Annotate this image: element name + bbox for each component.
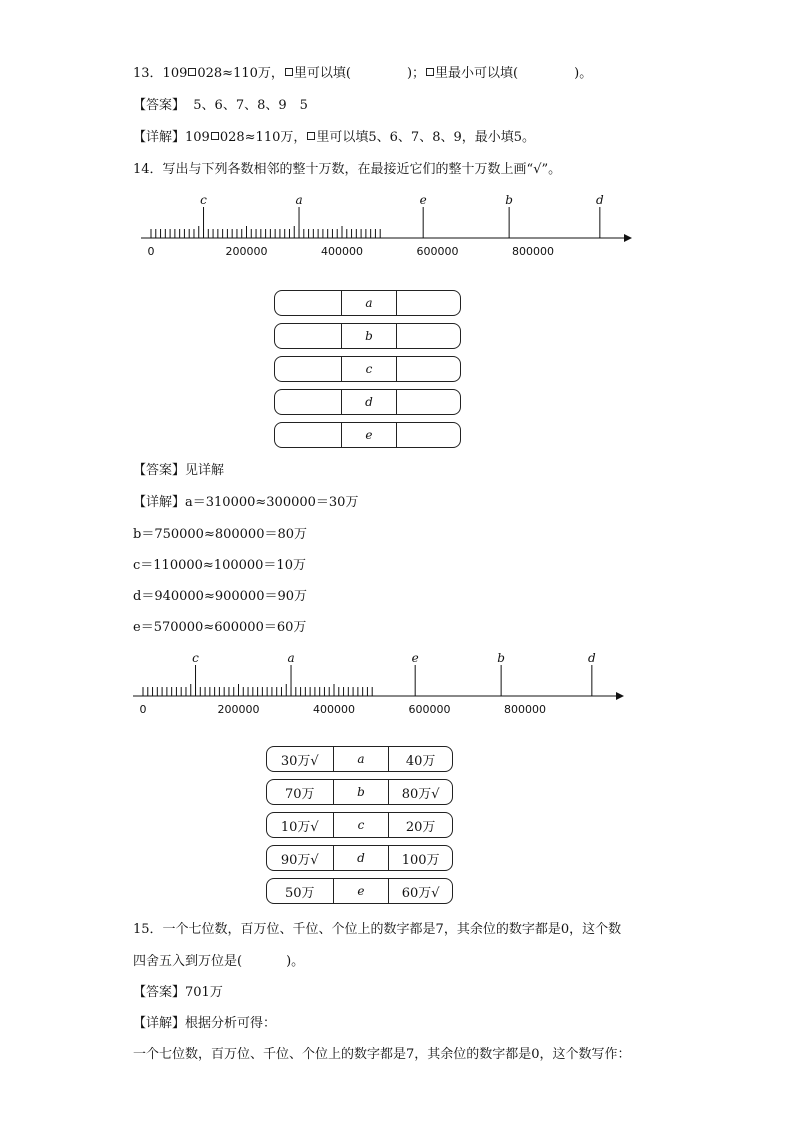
q14-detail-2: c＝110000≈100000＝10万 bbox=[133, 558, 306, 573]
row-cell-mid: a bbox=[333, 747, 390, 771]
row-cell-right bbox=[397, 390, 460, 414]
axis-tick-label: 0 bbox=[139, 703, 147, 716]
row-cell-right bbox=[397, 423, 460, 447]
q14-detail-3: d＝940000≈900000＝90万 bbox=[133, 589, 308, 604]
number-line-answer bbox=[0, 646, 794, 726]
blank-square bbox=[285, 68, 293, 76]
row-cell-mid: d bbox=[341, 390, 398, 414]
point-label-a: a bbox=[295, 193, 303, 207]
number-line-question bbox=[0, 188, 794, 268]
row-cell-mid: c bbox=[341, 357, 398, 381]
answer-row-d bbox=[266, 845, 453, 871]
q14-detail-4: e＝570000≈600000＝60万 bbox=[133, 620, 307, 635]
row-cell-right: 80万√ bbox=[401, 786, 440, 802]
axis-tick-label: 200000 bbox=[217, 703, 260, 716]
row-cell-right: 20万 bbox=[405, 819, 436, 835]
row-cell-mid: a bbox=[341, 291, 398, 315]
q15-stem-line2: 四舍五入到万位是( )。 bbox=[133, 954, 305, 969]
row-cell-left: 50万 bbox=[285, 885, 315, 901]
row-cell-right bbox=[397, 324, 460, 348]
row-cell-mid: d bbox=[333, 846, 390, 870]
q15-last-line: 一个七位数，百万位、千位、个位上的数字都是7，其余位的数字都是0，这个数写作： bbox=[133, 1047, 631, 1062]
q14-stem: 14．写出与下列各数相邻的整十万数，在最接近它们的整十万数上画“√”。 bbox=[133, 162, 562, 177]
point-label-e: e bbox=[419, 193, 427, 207]
point-label-b: b bbox=[505, 193, 513, 207]
axis-tick-label: 400000 bbox=[321, 245, 363, 258]
axis-tick-label: 600000 bbox=[416, 245, 459, 258]
row-cell-right: 100万 bbox=[401, 852, 440, 868]
q13-stem: 13．109 028≈110万， 里可以填( )； 里最小可以填( )。 bbox=[133, 66, 593, 81]
point-label-c: c bbox=[200, 193, 207, 207]
point-label-a: a bbox=[287, 651, 295, 665]
answer-row-c bbox=[266, 812, 453, 838]
row-cell-left bbox=[275, 291, 341, 315]
row-cell-left bbox=[275, 423, 341, 447]
axis-arrow bbox=[616, 692, 624, 700]
q15-stem-line1: 15．一个七位数，百万位、千位、个位上的数字都是7，其余位的数字都是0，这个数 bbox=[133, 922, 622, 937]
axis-tick-label: 200000 bbox=[225, 245, 268, 258]
answer-row-a bbox=[274, 290, 461, 316]
q14-detail-0: 【详解】a＝310000≈300000＝30万 bbox=[133, 495, 359, 510]
answer-row-e bbox=[274, 422, 461, 448]
answer-row-e bbox=[266, 878, 453, 904]
row-cell-left bbox=[275, 357, 341, 381]
q13-answer: 【答案】 5、6、7、8、9 5 bbox=[133, 98, 308, 113]
blank-square bbox=[188, 68, 196, 76]
point-label-b: b bbox=[497, 651, 505, 665]
q14-detail-1: b＝750000≈800000＝80万 bbox=[133, 527, 308, 542]
axis-tick-label: 800000 bbox=[504, 703, 546, 716]
row-cell-right: 60万√ bbox=[401, 885, 440, 901]
row-cell-left: 70万 bbox=[285, 786, 315, 802]
row-cell-right bbox=[397, 291, 460, 315]
q14-answer: 【答案】见详解 bbox=[133, 463, 225, 478]
answer-row-a bbox=[266, 746, 453, 772]
q15-detail: 【详解】根据分析可得： bbox=[133, 1016, 277, 1031]
row-cell-mid: e bbox=[341, 423, 398, 447]
row-cell-mid: e bbox=[333, 879, 390, 903]
answer-row-b bbox=[266, 779, 453, 805]
row-cell-left bbox=[275, 324, 341, 348]
answer-row-c bbox=[274, 356, 461, 382]
row-cell-left: 30万√ bbox=[280, 753, 319, 769]
answer-row-d bbox=[274, 389, 461, 415]
row-cell-left: 90万√ bbox=[280, 852, 319, 868]
row-cell-mid: b bbox=[341, 324, 398, 348]
row-cell-left: 10万√ bbox=[280, 819, 319, 835]
row-cell-mid: c bbox=[333, 813, 390, 837]
blank-square bbox=[211, 132, 219, 140]
row-cell-left bbox=[275, 390, 341, 414]
point-label-d: d bbox=[588, 651, 596, 665]
row-cell-mid: b bbox=[333, 780, 390, 804]
blank-square bbox=[426, 68, 434, 76]
point-label-c: c bbox=[192, 651, 199, 665]
axis-tick-label: 400000 bbox=[313, 703, 355, 716]
blank-square bbox=[307, 132, 315, 140]
axis-tick-label: 800000 bbox=[512, 245, 554, 258]
axis-tick-label: 600000 bbox=[408, 703, 451, 716]
q15-answer: 【答案】701万 bbox=[133, 985, 223, 1000]
axis-tick-label: 0 bbox=[147, 245, 155, 258]
axis-arrow bbox=[624, 234, 632, 242]
row-cell-right: 40万 bbox=[405, 753, 436, 769]
answer-row-b bbox=[274, 323, 461, 349]
point-label-d: d bbox=[596, 193, 604, 207]
point-label-e: e bbox=[411, 651, 419, 665]
q13-detail: 【详解】109 028≈110万， 里可以填5、6、7、8、9，最小填5。 bbox=[133, 130, 536, 145]
row-cell-right bbox=[397, 357, 460, 381]
